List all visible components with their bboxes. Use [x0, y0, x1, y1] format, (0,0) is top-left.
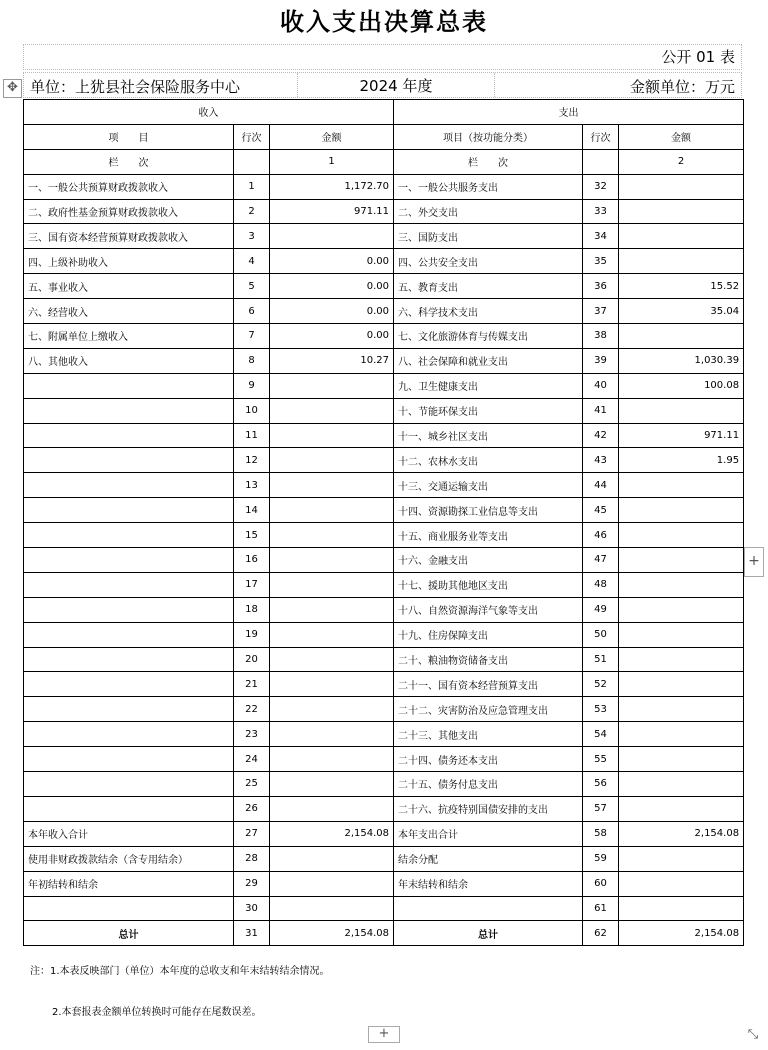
table-row	[24, 722, 744, 747]
income-row-no: 11	[234, 423, 270, 448]
column-header-row	[24, 124, 744, 149]
expense-item-label: 二十三、其他支出	[394, 722, 583, 747]
expense-row-no: 52	[583, 672, 619, 697]
expense-row-no: 32	[583, 174, 619, 199]
fiscal-year: 2024 年度	[297, 73, 495, 97]
income-item-label: 四、上级补助收入	[24, 249, 234, 274]
expense-row-no: 62	[583, 921, 619, 946]
income-row-no: 29	[234, 871, 270, 896]
income-row-no: 12	[234, 448, 270, 473]
expense-row-no: 58	[583, 821, 619, 846]
row-no-header: 行次	[583, 124, 619, 149]
income-row-no: 14	[234, 498, 270, 523]
expense-row-no: 34	[583, 224, 619, 249]
income-row-no: 6	[234, 299, 270, 324]
expense-item-label: 四、公共安全支出	[394, 249, 583, 274]
expense-item-label: 十三、交通运输支出	[394, 473, 583, 498]
income-amount: 0.00	[270, 274, 394, 299]
income-item-label: 二、政府性基金预算财政拨款收入	[24, 199, 234, 224]
expense-amount	[619, 174, 744, 199]
income-amount	[270, 224, 394, 249]
table-row	[24, 224, 744, 249]
expense-item-label: 九、卫生健康支出	[394, 373, 583, 398]
income-item-label	[24, 796, 234, 821]
income-item-label: 三、国有资本经营预算财政拨款收入	[24, 224, 234, 249]
expense-item-label: 十、节能环保支出	[394, 398, 583, 423]
table-code: 公开 01 表	[23, 44, 742, 70]
budget-table	[23, 99, 744, 946]
expense-row-no: 51	[583, 647, 619, 672]
table-row	[24, 348, 744, 373]
income-item-label: 五、事业收入	[24, 274, 234, 299]
expense-amount	[619, 324, 744, 349]
income-item-label	[24, 622, 234, 647]
plus-icon[interactable]: +	[744, 547, 764, 577]
expense-item-label: 一、一般公共服务支出	[394, 174, 583, 199]
income-row-no: 10	[234, 398, 270, 423]
table-row	[24, 672, 744, 697]
income-row-no: 15	[234, 523, 270, 548]
expense-amount	[619, 249, 744, 274]
expense-item-label: 二十五、债务付息支出	[394, 772, 583, 797]
expense-row-no: 56	[583, 772, 619, 797]
row-no-header: 行次	[234, 124, 270, 149]
income-item-label: 总计	[24, 921, 234, 946]
expense-item-label: 五、教育支出	[394, 274, 583, 299]
income-row-no: 4	[234, 249, 270, 274]
income-amount	[270, 772, 394, 797]
income-amount	[270, 448, 394, 473]
table-row	[24, 697, 744, 722]
item-header: 项 目	[24, 124, 234, 149]
income-row-no: 26	[234, 796, 270, 821]
expense-amount	[619, 672, 744, 697]
expense-item-label: 结余分配	[394, 846, 583, 871]
expense-amount	[619, 896, 744, 921]
expense-item-label: 十二、农林水支出	[394, 448, 583, 473]
table-row	[24, 572, 744, 597]
income-amount	[270, 473, 394, 498]
income-row-no: 28	[234, 846, 270, 871]
plus-icon[interactable]: +	[368, 1026, 400, 1043]
income-item-label	[24, 772, 234, 797]
col2-label: 2	[619, 149, 744, 174]
table-row	[24, 747, 744, 772]
move-icon[interactable]: ✥	[3, 79, 22, 98]
expense-row-no: 37	[583, 299, 619, 324]
table-row	[24, 199, 744, 224]
table-row	[24, 647, 744, 672]
income-row-no: 24	[234, 747, 270, 772]
expense-item-label: 十九、住房保障支出	[394, 622, 583, 647]
expense-amount	[619, 722, 744, 747]
expense-amount	[619, 548, 744, 573]
expense-amount: 35.04	[619, 299, 744, 324]
table-row	[24, 249, 744, 274]
income-row-no: 2	[234, 199, 270, 224]
income-item-label	[24, 548, 234, 573]
expense-amount: 971.11	[619, 423, 744, 448]
expense-item-label: 二、外交支出	[394, 199, 583, 224]
income-item-label	[24, 398, 234, 423]
table-row	[24, 498, 744, 523]
expense-row-no: 49	[583, 597, 619, 622]
expense-amount	[619, 796, 744, 821]
expense-item-label: 二十六、抗疫特别国债安排的支出	[394, 796, 583, 821]
income-item-label	[24, 373, 234, 398]
expense-item-label: 十一、城乡社区支出	[394, 423, 583, 448]
expense-amount	[619, 572, 744, 597]
expense-row-no: 38	[583, 324, 619, 349]
summary-row	[24, 896, 744, 921]
expense-item-label: 二十二、灾害防治及应急管理支出	[394, 697, 583, 722]
expense-item-label: 年末结转和结余	[394, 871, 583, 896]
income-amount	[270, 498, 394, 523]
income-amount: 0.00	[270, 324, 394, 349]
expense-row-no: 44	[583, 473, 619, 498]
income-row-no: 13	[234, 473, 270, 498]
income-row-no: 21	[234, 672, 270, 697]
note-2: 2.本套报表金额单位转换时可能存在尾数误差。	[52, 1007, 262, 1018]
expense-row-no: 54	[583, 722, 619, 747]
expense-header: 支出	[394, 100, 744, 125]
expense-amount	[619, 647, 744, 672]
income-item-label: 本年收入合计	[24, 821, 234, 846]
expense-amount: 1.95	[619, 448, 744, 473]
income-amount	[270, 672, 394, 697]
amount-header: 金额	[270, 124, 394, 149]
income-item-label: 年初结转和结余	[24, 871, 234, 896]
expense-amount: 15.52	[619, 274, 744, 299]
expense-row-no: 33	[583, 199, 619, 224]
income-amount	[270, 622, 394, 647]
summary-row	[24, 846, 744, 871]
expense-row-no: 43	[583, 448, 619, 473]
income-row-no: 20	[234, 647, 270, 672]
expense-amount	[619, 871, 744, 896]
income-item-label: 八、其他收入	[24, 348, 234, 373]
col1-label: 1	[270, 149, 394, 174]
income-item-label	[24, 747, 234, 772]
section-header-row	[24, 100, 744, 125]
table-row	[24, 622, 744, 647]
income-item-label	[24, 448, 234, 473]
income-item-label	[24, 647, 234, 672]
income-amount: 2,154.08	[270, 921, 394, 946]
expense-item-label: 二十、粮油物资储备支出	[394, 647, 583, 672]
expense-amount: 100.08	[619, 373, 744, 398]
income-amount	[270, 747, 394, 772]
income-item-label	[24, 597, 234, 622]
income-amount: 10.27	[270, 348, 394, 373]
expense-item-label: 十四、资源勘探工业信息等支出	[394, 498, 583, 523]
income-row-no: 17	[234, 572, 270, 597]
summary-row	[24, 871, 744, 896]
expense-amount	[619, 199, 744, 224]
expense-amount	[619, 772, 744, 797]
income-row-no: 30	[234, 896, 270, 921]
expense-item-label: 本年支出合计	[394, 821, 583, 846]
income-header: 收入	[24, 100, 394, 125]
expense-item-label: 总计	[394, 921, 583, 946]
expense-amount	[619, 523, 744, 548]
lanci-label: 栏 次	[394, 149, 583, 174]
expense-item-label: 十八、自然资源海洋气象等支出	[394, 597, 583, 622]
footnotes	[30, 962, 330, 1044]
table-row	[24, 299, 744, 324]
income-item-label: 六、经营收入	[24, 299, 234, 324]
income-item-label	[24, 896, 234, 921]
expense-row-no: 48	[583, 572, 619, 597]
income-amount	[270, 548, 394, 573]
expense-row-no: 60	[583, 871, 619, 896]
expense-row-no: 50	[583, 622, 619, 647]
expense-item-label: 十六、金融支出	[394, 548, 583, 573]
table-row	[24, 473, 744, 498]
income-amount	[270, 722, 394, 747]
expense-row-no: 57	[583, 796, 619, 821]
expense-amount: 2,154.08	[619, 821, 744, 846]
expense-amount	[619, 224, 744, 249]
item-func-header: 项目（按功能分类）	[394, 124, 583, 149]
income-row-no: 3	[234, 224, 270, 249]
expense-row-no: 55	[583, 747, 619, 772]
expense-item-label: 七、文化旅游体育与传媒支出	[394, 324, 583, 349]
table-row	[24, 772, 744, 797]
expense-row-no: 35	[583, 249, 619, 274]
expense-row-no: 39	[583, 348, 619, 373]
income-row-no: 31	[234, 921, 270, 946]
income-row-no: 18	[234, 597, 270, 622]
table-row	[24, 548, 744, 573]
expense-item-label	[394, 896, 583, 921]
income-amount	[270, 597, 394, 622]
income-amount: 0.00	[270, 249, 394, 274]
amount-unit: 金额单位：万元	[629, 78, 735, 96]
table-row	[24, 174, 744, 199]
income-row-no: 16	[234, 548, 270, 573]
income-amount	[270, 572, 394, 597]
income-item-label	[24, 498, 234, 523]
lanci-label: 栏 次	[24, 149, 234, 174]
income-item-label	[24, 423, 234, 448]
income-amount	[270, 423, 394, 448]
amount-header: 金额	[619, 124, 744, 149]
expense-amount	[619, 473, 744, 498]
expense-item-label: 二十四、债务还本支出	[394, 747, 583, 772]
income-item-label	[24, 523, 234, 548]
income-row-no: 27	[234, 821, 270, 846]
expense-amount	[619, 398, 744, 423]
income-row-no: 1	[234, 174, 270, 199]
expense-item-label: 三、国防支出	[394, 224, 583, 249]
income-amount	[270, 896, 394, 921]
empty-cell	[234, 149, 270, 174]
expense-amount	[619, 622, 744, 647]
income-item-label: 七、附属单位上缴收入	[24, 324, 234, 349]
income-row-no: 5	[234, 274, 270, 299]
table-row	[24, 373, 744, 398]
expense-item-label: 十五、商业服务业等支出	[394, 523, 583, 548]
table-row	[24, 523, 744, 548]
expense-amount	[619, 697, 744, 722]
expense-row-no: 47	[583, 548, 619, 573]
table-row	[24, 448, 744, 473]
income-amount: 1,172.70	[270, 174, 394, 199]
expense-amount	[619, 597, 744, 622]
empty-cell	[583, 149, 619, 174]
income-row-no: 8	[234, 348, 270, 373]
expense-row-no: 59	[583, 846, 619, 871]
table-row	[24, 398, 744, 423]
expense-item-label: 十七、援助其他地区支出	[394, 572, 583, 597]
expense-row-no: 46	[583, 523, 619, 548]
income-item-label: 一、一般公共预算财政拨款收入	[24, 174, 234, 199]
income-amount	[270, 398, 394, 423]
income-row-no: 19	[234, 622, 270, 647]
expense-amount: 2,154.08	[619, 921, 744, 946]
income-item-label	[24, 722, 234, 747]
expense-row-no: 41	[583, 398, 619, 423]
income-amount: 971.11	[270, 199, 394, 224]
income-item-label	[24, 672, 234, 697]
lanci-row	[24, 149, 744, 174]
table-header-info	[23, 72, 742, 98]
expense-amount	[619, 846, 744, 871]
table-row	[24, 423, 744, 448]
expense-row-no: 53	[583, 697, 619, 722]
unit-name: 单位：上犹县社会保险服务中心	[30, 78, 241, 96]
expense-row-no: 42	[583, 423, 619, 448]
expense-amount: 1,030.39	[619, 348, 744, 373]
income-amount	[270, 871, 394, 896]
income-row-no: 7	[234, 324, 270, 349]
income-row-no: 25	[234, 772, 270, 797]
income-amount	[270, 647, 394, 672]
table-row	[24, 597, 744, 622]
income-amount	[270, 846, 394, 871]
table-row	[24, 324, 744, 349]
income-amount	[270, 373, 394, 398]
expense-amount	[619, 747, 744, 772]
page-title: 收入支出决算总表	[280, 8, 488, 36]
resize-icon[interactable]: ⤡	[747, 1027, 759, 1042]
note-1: 注：1.本表反映部门（单位）本年度的总收支和年末结转结余情况。	[30, 966, 330, 977]
income-amount: 2,154.08	[270, 821, 394, 846]
income-item-label: 使用非财政拨款结余（含专用结余）	[24, 846, 234, 871]
summary-row	[24, 821, 744, 846]
total-row	[24, 921, 744, 946]
table-row	[24, 274, 744, 299]
table-row	[24, 796, 744, 821]
income-amount	[270, 796, 394, 821]
expense-item-label: 二十一、国有资本经营预算支出	[394, 672, 583, 697]
income-row-no: 23	[234, 722, 270, 747]
income-row-no: 9	[234, 373, 270, 398]
expense-row-no: 36	[583, 274, 619, 299]
income-item-label	[24, 697, 234, 722]
income-item-label	[24, 473, 234, 498]
expense-row-no: 61	[583, 896, 619, 921]
expense-item-label: 六、科学技术支出	[394, 299, 583, 324]
expense-row-no: 45	[583, 498, 619, 523]
income-row-no: 22	[234, 697, 270, 722]
income-amount	[270, 523, 394, 548]
expense-amount	[619, 498, 744, 523]
expense-item-label: 八、社会保障和就业支出	[394, 348, 583, 373]
income-amount	[270, 697, 394, 722]
expense-row-no: 40	[583, 373, 619, 398]
income-item-label	[24, 572, 234, 597]
income-amount: 0.00	[270, 299, 394, 324]
